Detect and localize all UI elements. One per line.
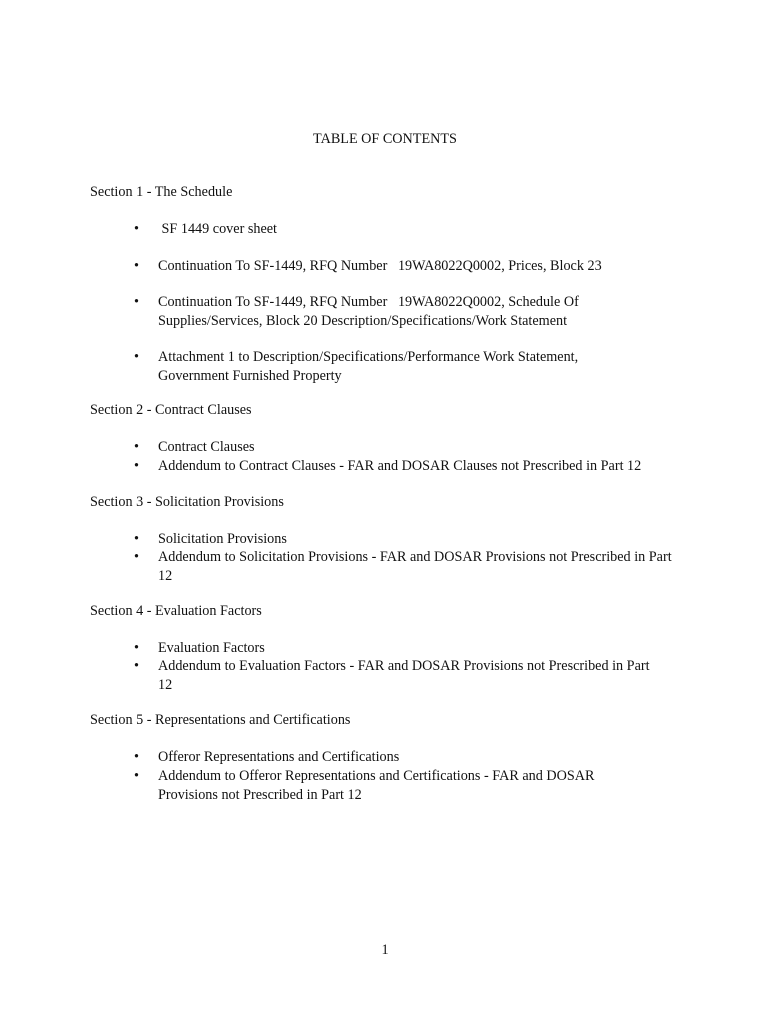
toc-item: • Contract Clauses bbox=[158, 438, 698, 457]
toc-item: • Addendum to Offeror Representations and Certifications - FAR and DOSAR Provisions not Prescribed in Part 12 bbox=[158, 767, 638, 804]
toc-item: • Addendum to Solicitation Provisions - FAR and DOSAR Provisions not Prescribed in Part 12 bbox=[158, 548, 683, 585]
toc-item: • Continuation To SF-1449, RFQ Number 19WA8022Q0002, Prices, Block 23 bbox=[158, 257, 698, 276]
document-title: TABLE OF CONTENTS bbox=[313, 131, 457, 147]
toc-item: • Evaluation Factors bbox=[158, 639, 698, 658]
section-heading-1: Section 1 - The Schedule bbox=[90, 184, 233, 200]
section-heading-3: Section 3 - Solicitation Provisions bbox=[90, 494, 284, 510]
section-heading-4: Section 4 - Evaluation Factors bbox=[90, 603, 262, 619]
toc-item: • Addendum to Contract Clauses - FAR and DOSAR Clauses not Prescribed in Part 12 bbox=[158, 457, 718, 476]
section-heading-5: Section 5 - Representations and Certifications bbox=[90, 712, 351, 728]
toc-item: • Offeror Representations and Certifications bbox=[158, 748, 698, 767]
toc-item: • Solicitation Provisions bbox=[158, 530, 698, 549]
toc-item: • Continuation To SF-1449, RFQ Number 19WA8022Q0002, Schedule Of Supplies/Services, Block 20 Description/Specifications/Work Statement bbox=[158, 293, 628, 330]
page-number: 1 bbox=[381, 942, 389, 958]
toc-item: • Addendum to Evaluation Factors - FAR and DOSAR Provisions not Prescribed in Part 12 bbox=[158, 657, 663, 694]
section-heading-2: Section 2 - Contract Clauses bbox=[90, 402, 252, 418]
toc-item: • Attachment 1 to Description/Specifications/Performance Work Statement, Government Furnished Property bbox=[158, 348, 628, 385]
toc-item: • SF 1449 cover sheet bbox=[158, 220, 698, 239]
